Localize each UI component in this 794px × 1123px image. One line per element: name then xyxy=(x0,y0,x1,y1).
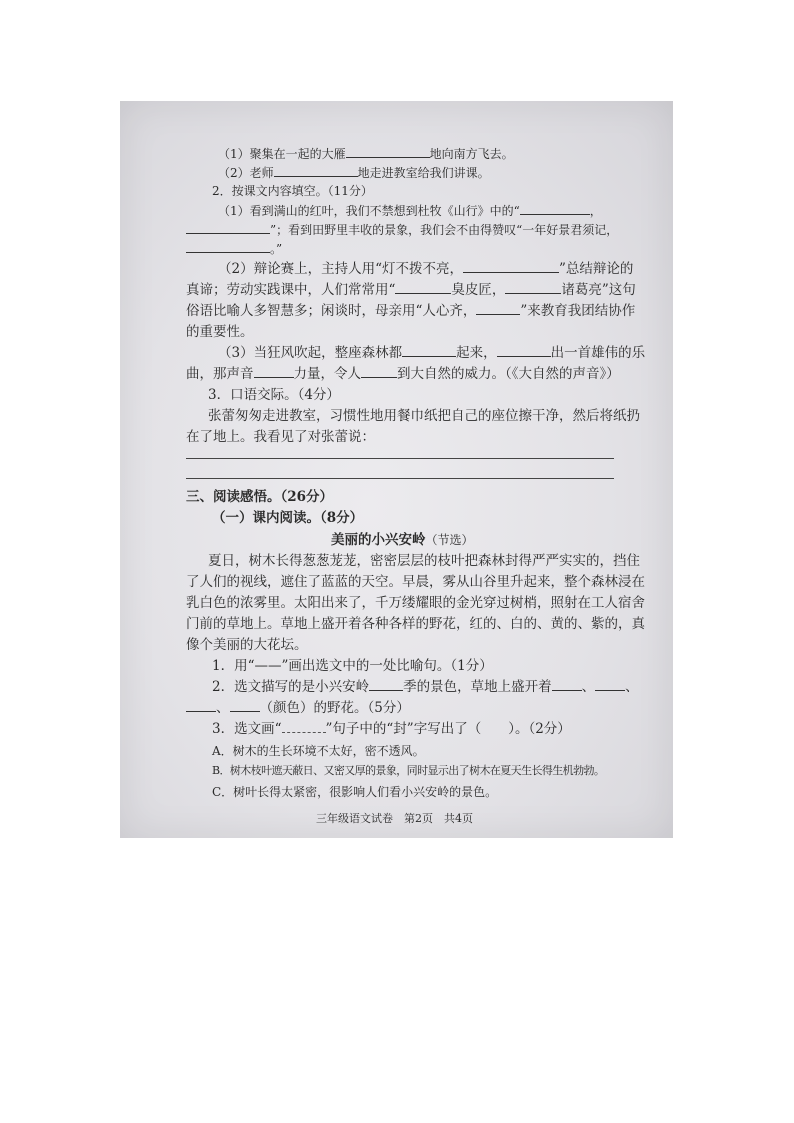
option-c[interactable]: C．树叶长得太紧密，很影响人们看小兴安岭的景色。 xyxy=(212,785,498,799)
fill-item-2: （2）老师 地走进教室给我们讲课。 xyxy=(218,166,490,180)
question-3-heading: 3．口语交际。（4分） xyxy=(208,387,340,403)
answer-blank[interactable] xyxy=(402,345,456,357)
reading-question-2-line1: 2．选文描写的是小兴安岭 季的景色，草地上盛开着 、 、 xyxy=(212,679,639,695)
answer-blank[interactable] xyxy=(497,345,551,357)
wavy-line-marker xyxy=(282,721,326,733)
answer-blank[interactable] xyxy=(505,282,561,294)
answer-blank[interactable] xyxy=(186,700,216,712)
question-2-heading: 2．按课文内容填空。（11分） xyxy=(212,184,373,198)
q2-3-line1: （3）当狂风吹起，整座森林都 起来， 出一首雄伟的乐 xyxy=(218,345,646,361)
section-3-heading: 三、阅读感悟。（26分） xyxy=(186,489,334,505)
answer-blank[interactable] xyxy=(520,203,590,215)
answer-blank[interactable] xyxy=(476,303,520,315)
reading-question-1: 1．用“——”画出选文中的一处比喻句。（1分） xyxy=(212,658,493,674)
answer-line[interactable] xyxy=(186,458,614,459)
answer-blank[interactable] xyxy=(230,700,260,712)
q3-text-line2: 在了地上。我看见了对张蕾说： xyxy=(186,429,375,445)
q2-1-line1: （1）看到满山的红叶，我们不禁想到杜牧《山行》中的“ ， xyxy=(218,204,602,218)
passage-line: 夏日，树木长得葱葱茏茏，密密层层的枝叶把森林封得严严实实的，挡住 xyxy=(208,553,640,569)
reading-question-2-line2: 、 （颜色）的野花。（5分） xyxy=(186,700,410,716)
passage-title: 美丽的小兴安岭（节选） xyxy=(331,532,474,548)
q2-2-line2: 真谛；劳动实践课中，人们常常用“ 臭皮匠， 诸葛亮”这句 xyxy=(186,282,636,298)
q2-1-line3: 。” xyxy=(186,241,282,256)
answer-line[interactable] xyxy=(186,478,614,479)
passage-line: 像个美丽的大花坛。 xyxy=(186,637,308,653)
option-b[interactable]: B．树木枝叶遮天蔽日、又密又厚的景象，同时显示出了树木在夏天生长得生机勃勃。 xyxy=(212,764,605,777)
answer-blank[interactable] xyxy=(346,146,430,158)
q2-2-line4: 的重要性。 xyxy=(186,324,254,340)
q3-text-line1: 张蕾匆匆走进教室，习惯性地用餐巾纸把自己的座位擦干净，然后将纸扔 xyxy=(208,408,640,424)
passage-line: 门前的草地上。草地上盛开着各种各样的野花，红的、白的、黄的、紫的，真 xyxy=(186,616,645,632)
reading-question-3: 3．选文画“ ”句子中的“封”字写出了（ ）。（2分） xyxy=(212,721,571,737)
answer-blank[interactable] xyxy=(361,366,397,378)
answer-blank[interactable] xyxy=(369,679,403,691)
passage-line: 了人们的视线，遮住了蓝蓝的天空。早晨，雾从山谷里升起来，整个森林浸在 xyxy=(186,574,645,590)
answer-blank[interactable] xyxy=(274,165,358,177)
page-footer: 三年级语文试卷 第2页 共4页 xyxy=(316,812,473,825)
answer-blank[interactable] xyxy=(463,261,559,273)
answer-blank[interactable] xyxy=(595,679,625,691)
answer-blank[interactable] xyxy=(254,366,294,378)
q2-3-line2: 曲，那声音 力量，令人 到大自然的威力。（《大自然的声音》） xyxy=(186,366,620,382)
passage-line: 乳白色的浓雾里。太阳出来了，千万缕耀眼的金光穿过树梢，照射在工人宿舍 xyxy=(186,595,645,611)
subsection-1-heading: （一）课内阅读。（8分） xyxy=(212,510,364,526)
answer-blank[interactable] xyxy=(186,241,270,253)
answer-blank[interactable] xyxy=(186,222,270,234)
option-a[interactable]: A．树木的生长环境不太好，密不透风。 xyxy=(212,744,425,758)
q2-1-line2: ”；看到田野里丰收的景象，我们会不由得赞叹“一年好景君须记， xyxy=(186,222,618,237)
answer-blank[interactable] xyxy=(552,679,582,691)
fill-item-1: （1）聚集在一起的大雁 地向南方飞去。 xyxy=(218,147,514,161)
exam-photo xyxy=(120,101,673,838)
q2-2-line3: 俗语比喻人多智慧多；闲谈时，母亲用“人心齐， ”来教育我团结协作 xyxy=(186,303,636,319)
answer-blank[interactable] xyxy=(395,282,451,294)
q2-2-line1: （2）辩论赛上，主持人用“灯不拨不亮， ”总结辩论的 xyxy=(218,261,634,277)
